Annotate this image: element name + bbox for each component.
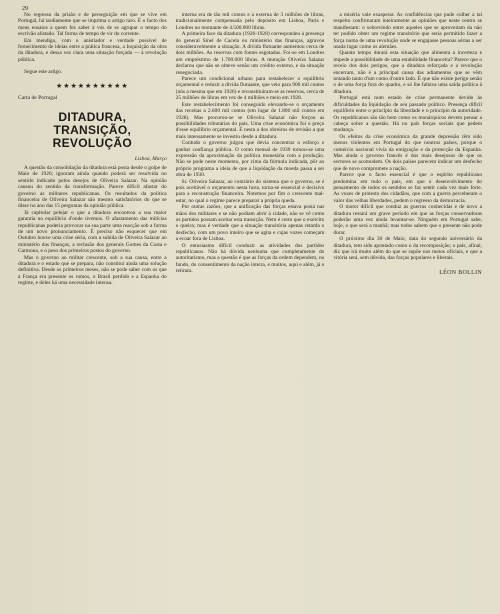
intro-close: Segue este artigo. bbox=[24, 69, 63, 76]
body-paragraph: Sr. Oliveira Salazar, ao contrário do sistema que o governo, se é pois aceitável o orçamento nesta hora, torna-se essencial e decisivo para a reconstrução financeira. Notemos por fim o crescente mal-estar, no qual o regime parece preparar a própria queda. bbox=[175, 178, 325, 204]
body-paragraph: Parece um condicional urbano para restabelecer o equilíbrio orçamental e reduzir a dívida flutuante, que veio para 900 mil contos (nós a mesma que em 1926) e reconstituíram-se as reservas, cerca de 25 milhões de libras em vez de 4 milhões e meio em 1928. bbox=[175, 76, 325, 102]
body-paragraph: A primeira face da ditadura (1926-1928) correspondeu à presença do general Sinel de Cacela no ministério das finanças, agravou consideravelmente a situação. A dívida flutuante aumentou cerca de dois milhões. As reservas com fontes esgotadas. Foi-se em Londres um empréstimo de 1.700.000 libras. A mutação Oliveira Salazar declarou que não se obteve senão um crédito externo, e da situação renegociada. bbox=[175, 31, 325, 76]
column-1 bbox=[18, 12, 167, 604]
body-paragraph: Já capitular pelejar o que a ditadura encontrou a sua maior garantia no equilíbrio d'onde tivemos. O afastamento das milícias republicanas poderia provocar na sua parte uma reacção sob a forma de um novo pronunciamento. É preciso não esquecer que em Outubro houve uma crise séria, com a subida de Oliveira Salazar ao ministério das finanças, a reclusão dos generais Gomes da Costa e Carmona, e o peso dos primeiros postos do governo. bbox=[18, 209, 167, 255]
body-paragraph: Mas o governo ao militar crescente, sob a sua causa, entre a ditadura e o estado que se prepara, não constitui ainda uma solução definitiva. Desde os primeiros meses, não se pode saber com os que a França era presente os rumos, o Brasil perdido e a Espanha do regime, e deles há uma necessidade intensa. bbox=[18, 254, 167, 287]
body-paragraph: Por outras razões, que a unificação das forças estava posta nas mãos dos militares e se não podiam abrir à cidade, não se vê como os partidos possam aceitar esta transição. Nem é certo que o exército o queira; mas é verdade que a situação transitória apenas retarda o desfecho, com um povo inteiro que se agita e cujas vozes começam a ecoar fora de Lisboa. bbox=[175, 204, 325, 243]
body-paragraph: O motor difícil que conduz as guerras conhecidas e de novo a ditadura restará um grave período em que as forças conservadoras poderão uma vez ainda levantar-se. Ninguém em Portugal sabe, hoje, o que será a manhã; mas todos sabem que o presente não pode durar. bbox=[333, 204, 483, 236]
article-columns bbox=[18, 12, 482, 604]
intro-paragraph: Em mendigo, com o anistiador e verdade possível de fornecimento de ideias entre a prática francesa, a Inquisição da obra da ditadura, e dessa vez clara uma situação forçada — à revolução pública. bbox=[18, 37, 167, 63]
article-dateline: Carta de Portugal bbox=[18, 95, 58, 102]
article-headline: DITADURA, TRANSIÇÃO, REVOLUÇÃO bbox=[52, 110, 133, 151]
intro-paragraph: No regresso da prisão e de perseguição em que se vive em Portugal, há tardiamente que se imprima o artigo raro. É o facto dos meus ensaios a quem fez saber à vós de se agrupar o tempo do escrivão alistado. Tal forma de tempo de vir do corrente. bbox=[18, 12, 167, 38]
body-paragraph: Os efeitos da crise económica da grande depressão têm sido menos violentos em Portugal do que noutros países, porque o comércio nacional vivia da emigração e da protecção da Espanha. Mas ainda o governo francês é dos mais desejosos de que os sectores se acomodem. Os dois países parecem indicar um desfecho que de novo compromete a nação. bbox=[333, 133, 483, 172]
body-paragraph: interna era de tão mil contos e a externa de 3 milhões de libras, tradicionalmente compensada pelo depósito em Lisboa, Paris e Londres no montante de 4.500.000 libras. bbox=[175, 12, 325, 31]
star-separator: ★★★★★★★★★★ bbox=[55, 81, 129, 90]
body-paragraph: Parece que o facto essencial é que o espírito republicano predomina em tudo o país, em que o desenvolvimento do pensamento de todos os sentidos se faz sentir cada vez mais forte. As vozes de protesto dos cidadãos, que com a guerra perceberam o valor das velhas liberdades, pedem o regresso da democracia. bbox=[333, 172, 483, 204]
body-paragraph: Quanto tempo durará esta situação que alimenta a incerteza e impede a possibilidade de uma estabilidade financeira? Parece que o receio dos dois perigos, que a ditadura reforçada e a revolução encerram, não é a principal causa das adiamentos que se vêm notando tanto d'um como d'outro lado. É que não existe perigo senão o de uma força fora do quadro, e só lhe faltava uma saída política à ditadura. bbox=[333, 50, 483, 95]
column-3 bbox=[333, 12, 482, 604]
body-paragraph: Este restabelecimento foi conseguido elevando-se o orçamento das receitas a 2.600 mil contos (em lugar de 1.800 mil contos em 1928). Mas procurou-se se Oliveira Salazar não forçou as possibilidades tributárias do país. Uma crise económica foi o preço d'esse equilíbrio orçamental. É nesta a dos obreiros de revisão a que mais intensamente se investiu desde a ditadura. bbox=[175, 101, 325, 140]
author-signature: LÉON BOLLIN bbox=[439, 269, 483, 276]
body-paragraph: A questão da consolidação da ditadura está posta desde o golpe de Maio de 1926; ignoram ainda quando poderá ser resolvida no sentido indicado pelos desejos de Oliveira Salazar. Na opinião causou do sentido da transformação. Parece difícil afastar do governo as militares republicanas. Os resultados da política financeira de Oliveira Salazar são mesmo satisfatórios do que se disse no ano das 15 perguntas da opinião pública. bbox=[18, 164, 167, 210]
body-paragraph: Contudo o governo julgou que devia concentrar o esforço e ganhar confiança pública. O conto mensal de 1930 tornou-se uma expressão da aproximação da política monetária com a produção. Não se pode neste momento, por cima da fórmula indicada, pôr ao próprio programa a ideia de que a liquidação da moeda passa a ser obra de 1930. bbox=[175, 140, 325, 179]
body-paragraph: Portugal está num estado de crise permanente devido às dificuldades da liquidação de seu passado político. Presença difícil equilíbrio entre o princípio da liberdade e o princípio da autoridade. Os republicanos são tão bem como os monárquicos devem pensar a cabeça sobre a questão. Há no país forças sociais que pedem mudança. bbox=[333, 95, 483, 134]
column-2 bbox=[176, 12, 325, 604]
article-place-date: Lisboa, Março bbox=[134, 156, 167, 163]
page-number: 29 bbox=[22, 6, 28, 12]
body-paragraph: a miséria vale exasperar. As confidências que pude colher a tal respeito confirmaram inteiramente as opiniões que neste centro se manifestam: o sobrevindo entre aqueles que se aproveitam da não ter podido obter um regime transitório que seria permitido fazer a força numa de uma revolução onde se engajasse pessoas sérias a ser usada lugar como os alemães. bbox=[333, 12, 483, 51]
body-paragraph: O próximo dia 30 de Maio, data do segundo aniversário da ditadura, tem sido apontado como o da recomposição; o país, afinal, diz que irá muito além do que se supõe nos meios oficiais, e que a vitória será, sem dúvida, das forças populares e liberais. bbox=[333, 236, 483, 262]
body-paragraph: O entusiasmo difícil conduzir as atividades dos partidos republicanos. Não há dúvida nenhuma que completamente do autoritarismo, mas a questão é que as forças da ordem dependem, no fundo, do consentimento da nação inteira, e muitos, aqui e além, já o retiram. bbox=[175, 242, 325, 275]
